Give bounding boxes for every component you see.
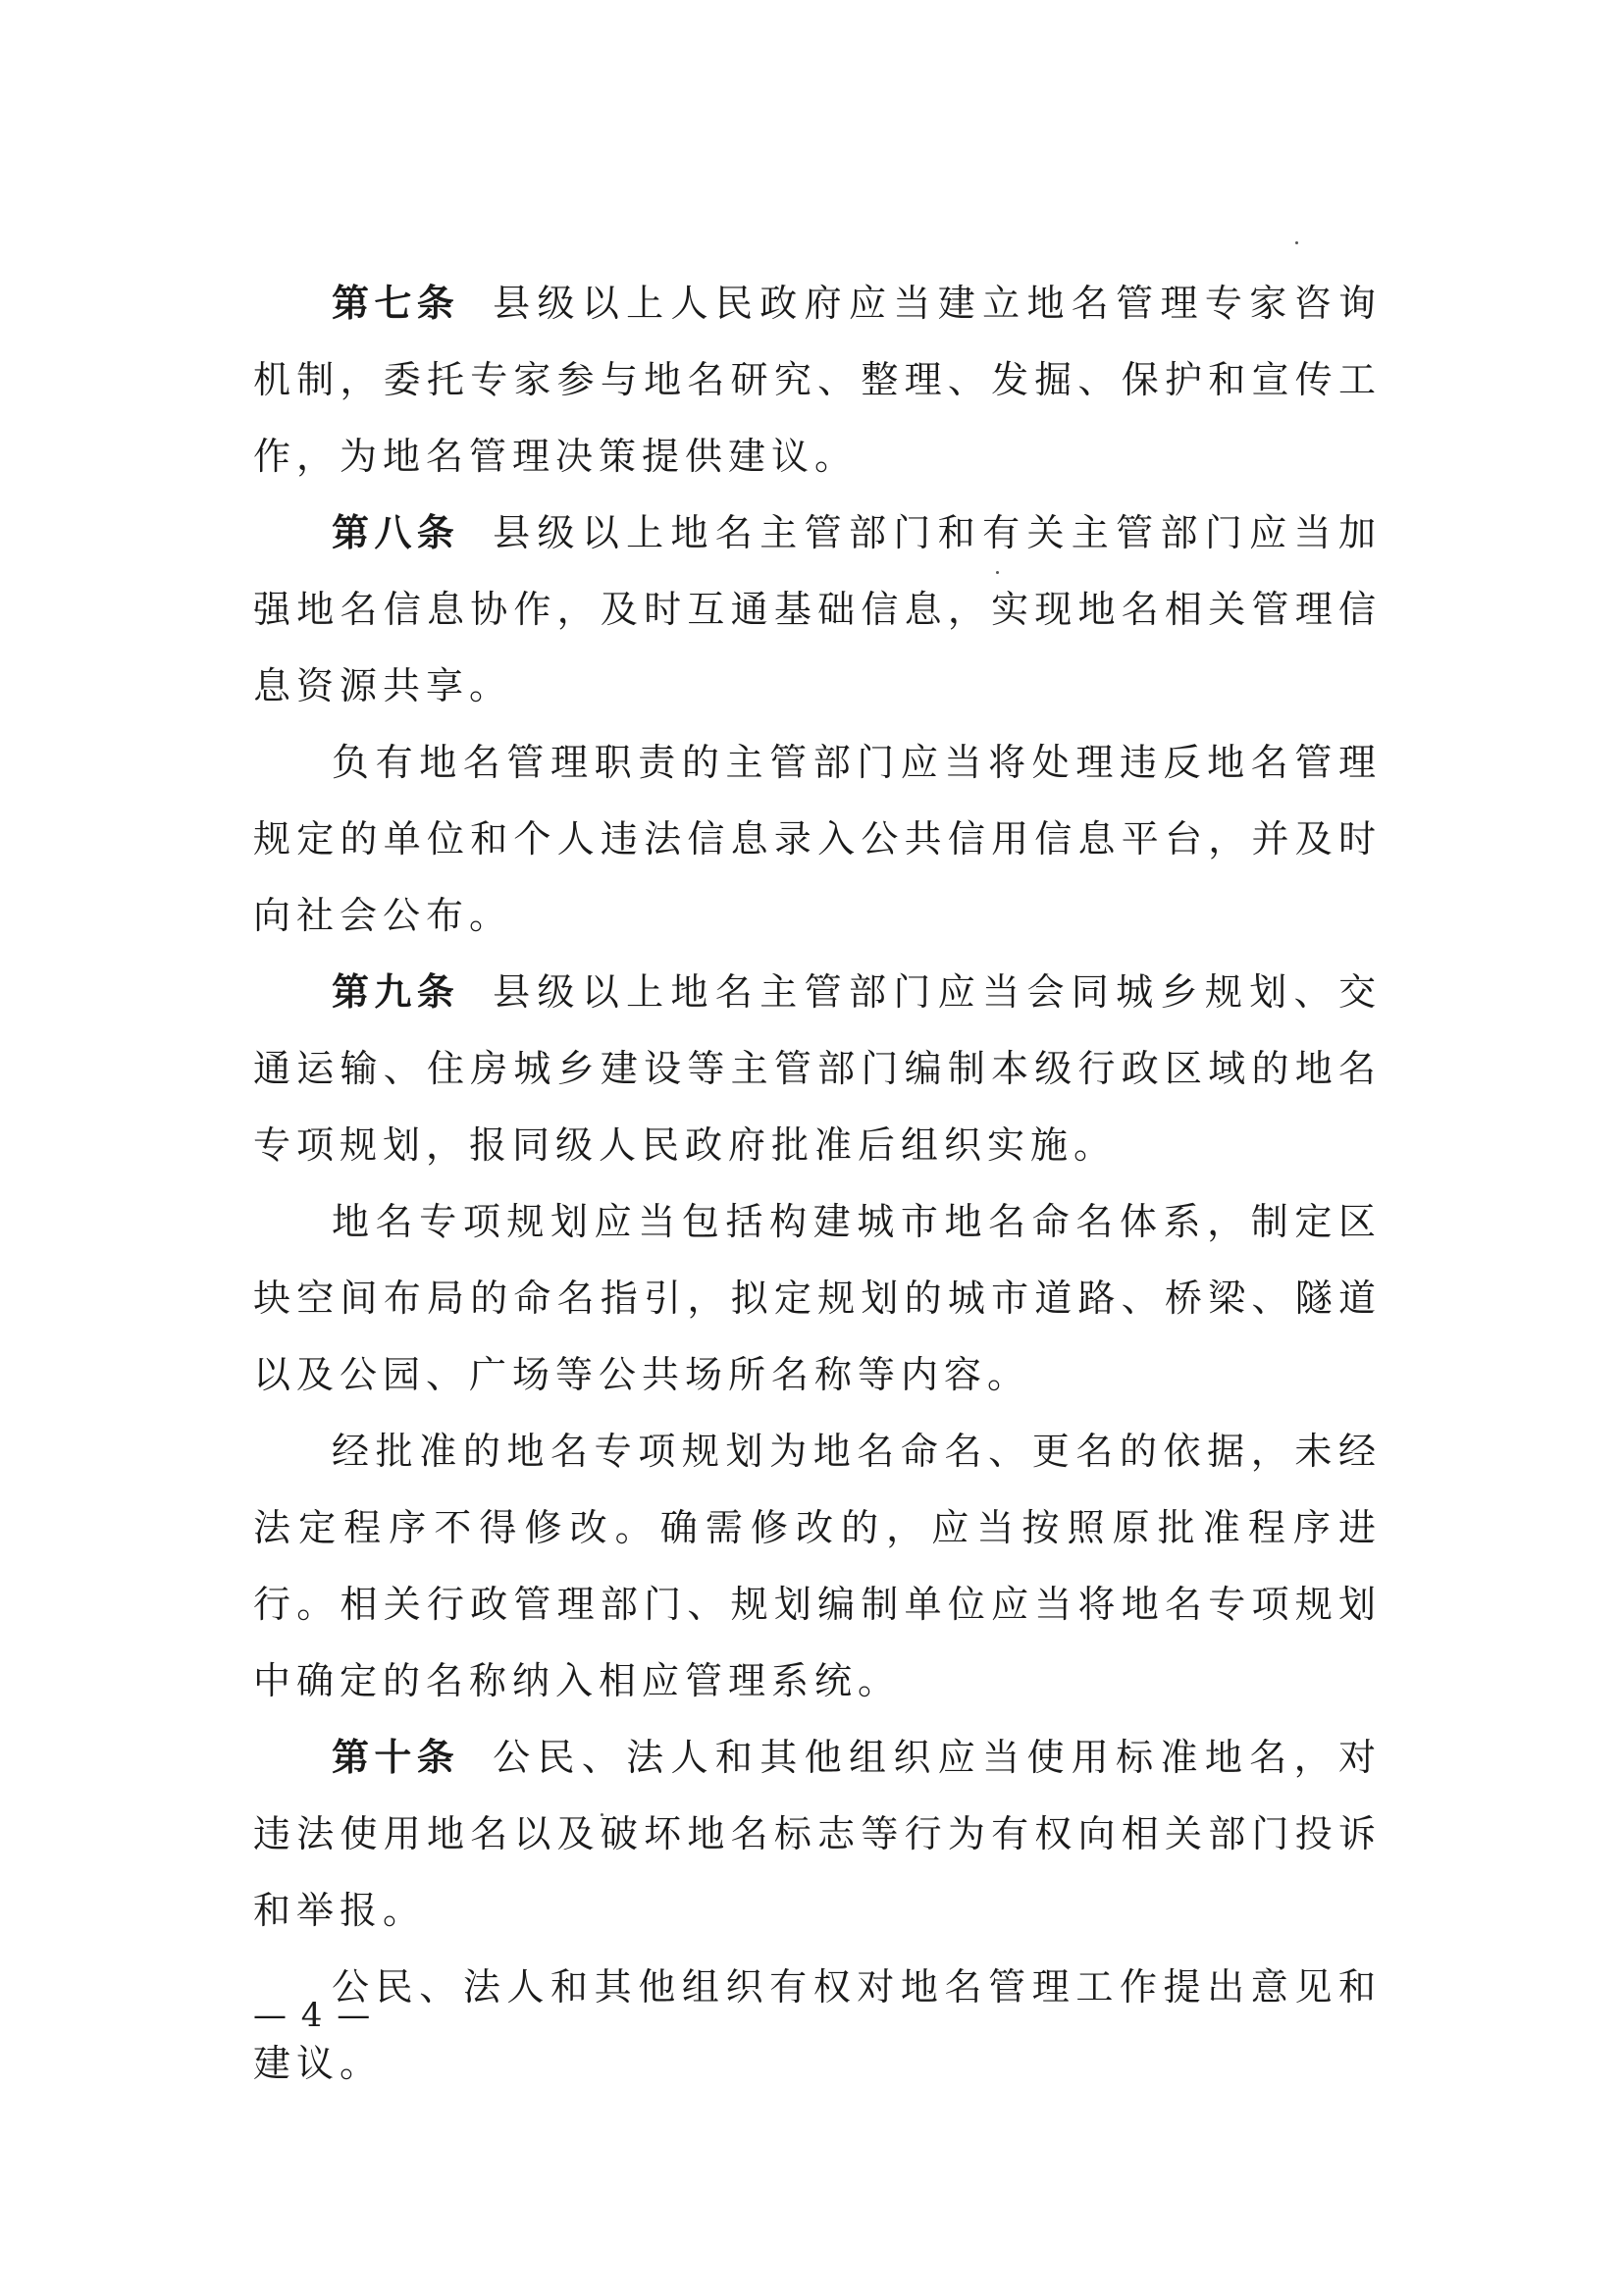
- page-number: — 4 —: [253, 1996, 373, 2035]
- body-paragraph: [253, 1413, 1382, 1719]
- paragraph-text: 公民、法人和其他组织有权对地名管理工作提出意见和建议。: [253, 1965, 1382, 2085]
- article-number: 第八条: [332, 510, 460, 554]
- article-10-paragraph: [253, 1719, 1382, 1949]
- article-number: 第九条: [332, 969, 460, 1014]
- body-paragraph: [253, 1949, 1382, 2102]
- paragraph-text: 地名专项规划应当包括构建城市地名命名体系，制定区块空间布局的命名指引，拟定规划的城市道路、桥梁、隧道以及公园、广场等公共场所名称等内容。: [253, 1200, 1382, 1396]
- paragraph-text: 公民、法人和其他组织应当使用标准地名，对违法使用地名以及破坏地名标志等行为有权向相关部门投诉和举报。: [253, 1736, 1382, 1932]
- paragraph-text: 县级以上地名主管部门和有关主管部门应当加强地名信息协作，及时互通基础信息，实现地名相关管理信息资源共享。: [253, 511, 1382, 707]
- article-number: 第十条: [332, 1735, 460, 1779]
- body-paragraph: [253, 724, 1382, 954]
- document-body: [253, 265, 1382, 2102]
- article-8-paragraph: [253, 495, 1382, 724]
- article-number: 第七条: [332, 281, 460, 325]
- paragraph-text: 县级以上地名主管部门应当会同城乡规划、交通运输、住房城乡建设等主管部门编制本级行政区域的地名专项规划，报同级人民政府批准后组织实施。: [253, 970, 1382, 1167]
- paragraph-text: 县级以上人民政府应当建立地名管理专家咨询机制，委托专家参与地名研究、整理、发掘、保护和宣传工作，为地名管理决策提供建议。: [253, 282, 1382, 478]
- article-7-paragraph: [253, 265, 1382, 495]
- paragraph-text: 经批准的地名专项规划为地名命名、更名的依据，未经法定程序不得修改。确需修改的，应当按照原批准程序进行。相关行政管理部门、规划编制单位应当将地名专项规划中确定的名称纳入相应管理系统。: [253, 1430, 1382, 1702]
- body-paragraph: [253, 1183, 1382, 1413]
- paragraph-text: 负有地名管理职责的主管部门应当将处理违反地名管理规定的单位和个人违法信息录入公共信用信息平台，并及时向社会公布。: [253, 741, 1382, 937]
- scan-speck: [1295, 241, 1298, 244]
- article-9-paragraph: [253, 954, 1382, 1183]
